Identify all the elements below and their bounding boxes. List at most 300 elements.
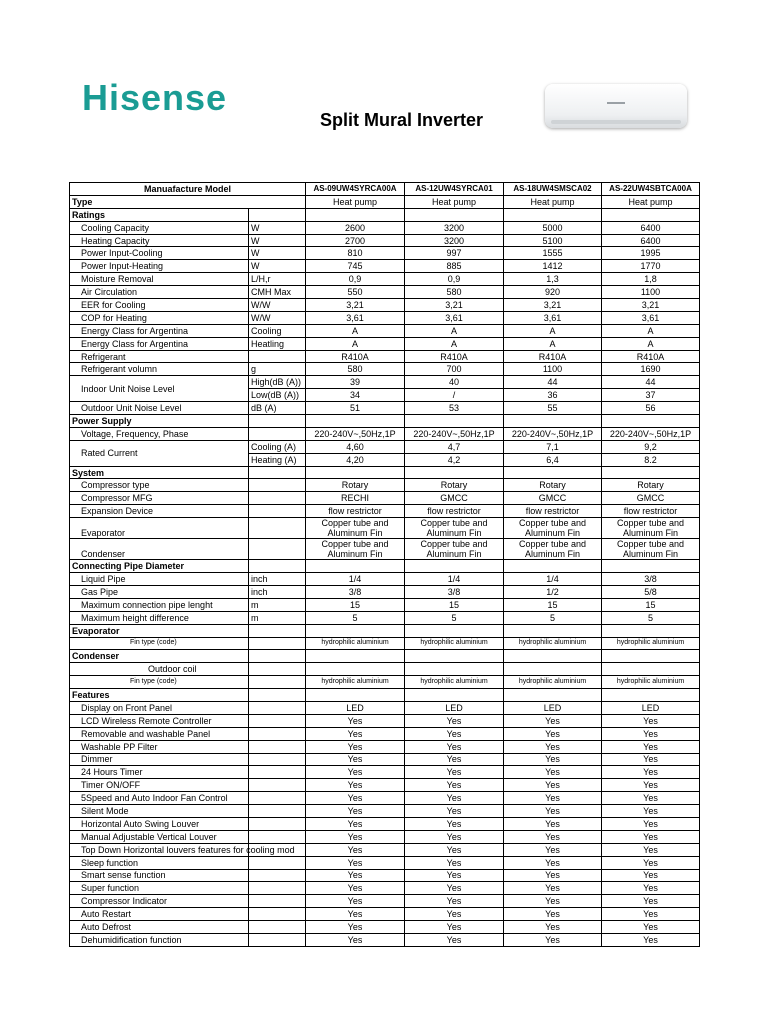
value-cell: 44 [504,376,602,389]
row-label: Heating Capacity [70,234,249,247]
value-cell: 56 [602,402,700,415]
value-cell: A [504,324,602,337]
empty-cell [405,650,504,663]
row-unit [249,701,306,714]
row-label: Compressor type [70,479,249,492]
empty-cell [602,466,700,479]
empty-cell [249,466,306,479]
row-unit [249,740,306,753]
value-cell: 220-240V~,50Hz,1P [602,427,700,440]
row-unit [249,766,306,779]
value-cell: A [405,324,504,337]
value-cell: Yes [504,753,602,766]
row-label: Energy Class for Argentina [70,337,249,350]
row-unit [249,518,306,539]
value-cell: 3/8 [306,585,405,598]
row-label: Maximum height difference [70,611,249,624]
value-cell: 8.2 [602,453,700,466]
value-cell: 3,61 [602,311,700,324]
value-cell [306,539,405,560]
row-label: Voltage, Frequency, Phase [70,427,249,440]
value-cell: flow restrictor [306,505,405,518]
empty-cell [405,466,504,479]
value-cell: 0,9 [306,273,405,286]
section-row [70,624,700,637]
air-conditioner-image [545,84,687,128]
value-cell: 1,8 [602,273,700,286]
row-unit [249,753,306,766]
row-unit [249,714,306,727]
value-cell: Rotary [602,479,700,492]
empty-cell [504,663,602,676]
value-cell: Yes [504,714,602,727]
value-cell: Yes [306,856,405,869]
empty-cell [405,208,504,221]
row-unit: Heatling [249,337,306,350]
row-label: Dimmer [70,753,249,766]
value-cell: 3,61 [405,311,504,324]
value-cell: 6,4 [504,453,602,466]
table-row [70,286,700,299]
value-cell: R410A [405,350,504,363]
empty-cell [405,689,504,702]
value-cell: hydrophilic aluminium [602,676,700,689]
value-cell: Rotary [306,479,405,492]
row-label: Fin type (code) [70,676,249,689]
empty-cell [306,624,405,637]
value-cell: 34 [306,389,405,402]
empty-cell [602,560,700,573]
value-cell: Heat pump [405,195,504,208]
empty-cell [249,689,306,702]
row-unit [249,895,306,908]
value-cell: Yes [504,843,602,856]
table-row [70,324,700,337]
table-row [70,585,700,598]
value-cell: 220-240V~,50Hz,1P [306,427,405,440]
row-label: 5Speed and Auto Indoor Fan Control [70,792,249,805]
value-cell: Yes [602,792,700,805]
table-row [70,921,700,934]
row-unit [249,676,306,689]
aluminum-line: Aluminum Fin [327,528,383,539]
value-cell: Yes [405,856,504,869]
value-cell: Yes [405,766,504,779]
row-unit: L/H,r [249,273,306,286]
empty-cell [602,650,700,663]
row-label: Compressor MFG [70,492,249,505]
row-label: Washable PP Filter [70,740,249,753]
row-label: Outdoor Unit Noise Level [70,402,249,415]
value-cell: Yes [405,817,504,830]
value-cell: flow restrictor [405,505,504,518]
value-cell: 1995 [602,247,700,260]
value-cell: Yes [602,805,700,818]
value-cell: GMCC [504,492,602,505]
section-system: System [70,466,249,479]
section-evaporator: Evaporator [70,624,249,637]
aluminum-line: Aluminum Fin [623,528,679,539]
aluminum-line: Aluminum Fin [327,549,383,560]
empty-cell [504,466,602,479]
empty-cell [306,663,405,676]
value-cell: R410A [504,350,602,363]
row-label: Auto Defrost [70,921,249,934]
value-cell: Yes [306,805,405,818]
row-label: Dehumidification function [70,933,249,946]
row-unit: W/W [249,299,306,312]
table-row [70,933,700,946]
value-cell: Yes [306,908,405,921]
value-cell: 5 [504,611,602,624]
row-unit [249,856,306,869]
value-cell: 44 [602,376,700,389]
value-cell: Yes [602,856,700,869]
table-row [70,234,700,247]
row-unit: Cooling [249,324,306,337]
value-cell: A [602,324,700,337]
value-cell: 1690 [602,363,700,376]
value-cell: A [504,337,602,350]
value-cell: hydrophilic aluminium [504,637,602,650]
value-cell: Yes [504,830,602,843]
empty-cell [306,415,405,428]
value-cell: LED [405,701,504,714]
row-unit: m [249,598,306,611]
value-cell: hydrophilic aluminium [306,676,405,689]
table-row [70,792,700,805]
copper-line: Copper tube and [616,518,685,529]
value-cell: 55 [504,402,602,415]
copper-line: Copper tube and [518,518,587,529]
empty-cell [306,650,405,663]
copper-line: Copper tube and [420,518,488,529]
empty-cell [249,624,306,637]
value-cell: 1/4 [405,573,504,586]
value-cell: 5/8 [602,585,700,598]
row-unit: W [249,247,306,260]
table-row [70,505,700,518]
value-cell: LED [504,701,602,714]
value-cell: hydrophilic aluminium [602,637,700,650]
value-cell: 5 [602,611,700,624]
value-cell: LED [306,701,405,714]
empty-cell [504,208,602,221]
value-cell: 580 [405,286,504,299]
row-unit [249,792,306,805]
row-unit: Low(dB (A)) [249,389,306,402]
value-cell: 745 [306,260,405,273]
row-unit: W/W [249,311,306,324]
value-cell: Yes [504,805,602,818]
row-label: Manual Adjustable Vertical Louver [70,830,249,843]
value-cell: 3200 [405,234,504,247]
value-cell: 15 [504,598,602,611]
row-label: Liquid Pipe [70,573,249,586]
value-cell: 700 [405,363,504,376]
value-cell: Yes [504,779,602,792]
value-cell: 220-240V~,50Hz,1P [405,427,504,440]
row-label: Smart sense function [70,869,249,882]
table-row [70,427,700,440]
row-label: EER for Cooling [70,299,249,312]
table-row [70,779,700,792]
value-cell: LED [602,701,700,714]
table-row [70,247,700,260]
value-cell: 5 [405,611,504,624]
value-cell: A [306,337,405,350]
value-cell: Yes [602,740,700,753]
spec-table [69,182,700,947]
table-row [70,869,700,882]
row-label: Removable and washable Panel [70,727,249,740]
value-cell: 885 [405,260,504,273]
value-cell: Yes [602,727,700,740]
table-row [70,676,700,689]
section-row [70,208,700,221]
empty-cell [602,663,700,676]
value-cell: Yes [306,753,405,766]
table-row [70,311,700,324]
value-cell: R410A [602,350,700,363]
row-unit: inch [249,585,306,598]
row-label: Fin type (code) [70,637,249,650]
model-header: AS-09UW4SYRCA00A [306,183,405,196]
value-cell: 220-240V~,50Hz,1P [504,427,602,440]
value-cell: Yes [405,895,504,908]
row-unit [249,817,306,830]
empty-cell [602,208,700,221]
value-cell [504,518,602,539]
row-unit: dB (A) [249,402,306,415]
table-row [70,299,700,312]
value-cell: 5000 [504,221,602,234]
value-cell: 3,61 [306,311,405,324]
table-row [70,701,700,714]
value-cell: Yes [602,843,700,856]
value-cell: 580 [306,363,405,376]
empty-cell [602,689,700,702]
row-label: Air Circulation [70,286,249,299]
value-cell: 3,61 [504,311,602,324]
table-row [70,260,700,273]
row-unit [249,427,306,440]
table-row [70,598,700,611]
value-cell: Yes [306,817,405,830]
value-cell: Yes [306,714,405,727]
section-power-supply: Power Supply [70,415,249,428]
value-cell: hydrophilic aluminium [405,676,504,689]
value-cell: Yes [306,895,405,908]
value-cell: GMCC [405,492,504,505]
section-row [70,466,700,479]
table-row [70,637,700,650]
value-cell: Yes [306,792,405,805]
value-cell: 1/2 [504,585,602,598]
value-cell: 2600 [306,221,405,234]
value-cell: Heat pump [306,195,405,208]
value-cell: 1100 [602,286,700,299]
table-row [70,337,700,350]
value-cell: Yes [602,766,700,779]
table-row [70,539,700,560]
row-label: Top Down Horizontal louvers features for cooling mod [70,843,249,856]
unit-brand-mark [607,102,625,104]
row-label: Sleep function [70,856,249,869]
empty-cell [504,560,602,573]
value-cell [602,518,700,539]
value-cell: Yes [405,869,504,882]
table-row [70,518,700,539]
value-cell: hydrophilic aluminium [405,637,504,650]
value-cell: Yes [405,792,504,805]
row-unit: m [249,611,306,624]
value-cell: 4,60 [306,440,405,453]
value-cell: Yes [306,830,405,843]
table-row [70,908,700,921]
value-cell: 1/4 [306,573,405,586]
row-label: COP for Heating [70,311,249,324]
value-cell: Yes [405,830,504,843]
row-label: Super function [70,882,249,895]
aluminum-line: Aluminum Fin [525,528,581,539]
row-unit: Heating (A) [249,453,306,466]
value-cell: Yes [405,779,504,792]
value-cell: Yes [405,727,504,740]
row-unit: High(dB (A)) [249,376,306,389]
value-cell: 3/8 [602,573,700,586]
value-cell: 3,21 [306,299,405,312]
row-label: Indoor Unit Noise Level [70,376,249,402]
value-cell: Yes [504,740,602,753]
value-cell: Yes [602,882,700,895]
table-row [70,843,700,856]
row-unit: CMH Max [249,286,306,299]
row-unit: inch [249,573,306,586]
unit-vent [551,120,681,124]
value-cell: Yes [602,714,700,727]
empty-cell [405,560,504,573]
row-unit [249,637,306,650]
empty-cell [249,560,306,573]
row-label: Power Input-Cooling [70,247,249,260]
value-cell: 997 [405,247,504,260]
value-cell: 15 [602,598,700,611]
table-row [70,376,700,389]
value-cell: Yes [602,779,700,792]
row-unit: W [249,221,306,234]
value-cell: 39 [306,376,405,389]
value-cell: 920 [504,286,602,299]
value-cell: Yes [405,908,504,921]
section-row [70,415,700,428]
section-ratings: Ratings [70,208,249,221]
value-cell: 2700 [306,234,405,247]
table-row [70,714,700,727]
value-cell: 1555 [504,247,602,260]
empty-cell [602,415,700,428]
value-cell: 51 [306,402,405,415]
table-row [70,882,700,895]
value-cell: flow restrictor [602,505,700,518]
empty-cell [405,624,504,637]
value-cell: Yes [405,740,504,753]
value-cell: Yes [504,792,602,805]
table-row [70,492,700,505]
table-row [70,727,700,740]
value-cell: Yes [405,921,504,934]
copper-line: Copper tube and [321,518,389,529]
aluminum-line: Aluminum Fin [525,549,581,560]
empty-cell [249,208,306,221]
empty-cell [504,650,602,663]
table-row [70,805,700,818]
value-cell: 3,21 [504,299,602,312]
value-cell: Yes [306,740,405,753]
value-cell: 3,21 [405,299,504,312]
value-cell: 37 [602,389,700,402]
row-label: Rated Current [70,440,249,466]
row-label: Energy Class for Argentina [70,324,249,337]
value-cell: 4,7 [405,440,504,453]
table-row [70,740,700,753]
value-cell: Yes [306,869,405,882]
row-unit [249,479,306,492]
model-header: AS-22UW4SBTCA00A [602,183,700,196]
value-cell: 810 [306,247,405,260]
value-cell: Yes [602,921,700,934]
row-unit [249,921,306,934]
copper-line: Copper tube and [518,539,587,550]
empty-cell [602,624,700,637]
row-label: Expansion Device [70,505,249,518]
table-row [70,363,700,376]
row-label: Gas Pipe [70,585,249,598]
row-label: Condenser [70,539,249,560]
value-cell: Yes [602,869,700,882]
row-label: Refrigerant volumn [70,363,249,376]
model-header: AS-12UW4SYRCA01 [405,183,504,196]
row-unit [249,869,306,882]
value-cell: / [405,389,504,402]
value-cell: 7,1 [504,440,602,453]
value-cell [306,518,405,539]
value-cell: 5100 [504,234,602,247]
row-label: 24 Hours Timer [70,766,249,779]
value-cell: Yes [306,766,405,779]
value-cell: A [602,337,700,350]
value-cell: 6400 [602,221,700,234]
table-row [70,817,700,830]
value-cell: 40 [405,376,504,389]
empty-cell [306,689,405,702]
table-row [70,479,700,492]
row-label: Maximum connection pipe lenght [70,598,249,611]
row-unit [249,830,306,843]
row-unit [249,727,306,740]
value-cell: 4,20 [306,453,405,466]
row-unit [249,779,306,792]
row-unit [249,505,306,518]
table-row [70,663,700,676]
value-cell: Yes [306,933,405,946]
value-cell: 1412 [504,260,602,273]
type-label: Type [70,195,306,208]
table-row [70,273,700,286]
row-label: Evaporator [70,518,249,539]
row-unit [249,882,306,895]
value-cell: 9,2 [602,440,700,453]
